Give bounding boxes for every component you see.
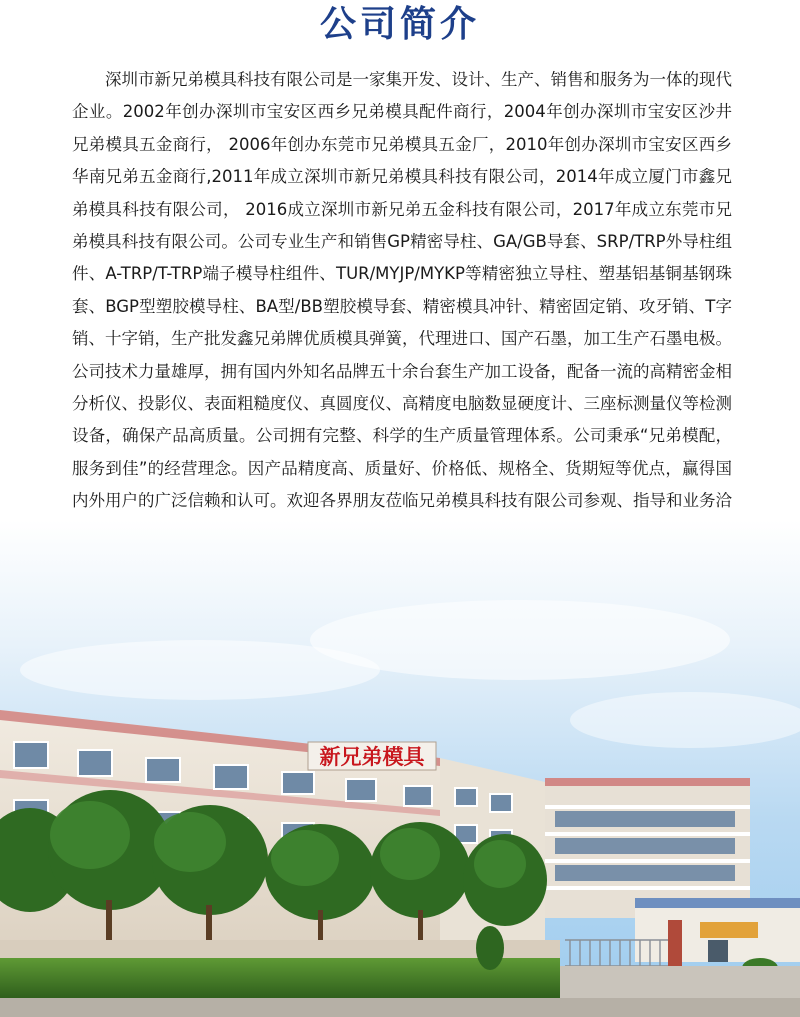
factory-photo — [0, 520, 800, 1017]
building-sign: 新兄弟模具 — [319, 744, 425, 769]
page-title: 公司简介 — [319, 4, 480, 45]
company-intro-text: 深圳市新兄弟模具科技有限公司是一家集开发、设计、生产、销售和服务为一体的现代企业。2002年创办深圳市宝安区西乡兄弟模具配件商行，2004年创办深圳市宝安区沙井兄弟模具五金商行， 2006年创办东莞市兄弟模具五金厂，2010年创办深圳市宝安区西乡华南兄弟五金商行,2011年成立深圳市新兄弟模具科技有限公司，2014年成立厦门市鑫兄弟模具科技有限公司， 2016成立深圳市新兄弟五金科技有限公司，2017年成立东莞市兄弟模具科技有限公司。公司专业生产和销售GP精密导柱、GA/GB导套、SRP/TRP外导柱组件、A-TRP/T-TRP端子模导柱组件、TUR/MYJP/MYKP等精密独立导柱、塑基铝基铜基钢珠套、BGP型塑胶模导柱、BA型/BB塑胶模导套、精密模具冲针、精密固定销、攻牙销、T字销、十字销，生产批发鑫兄弟牌优质模具弹簧，代理进口、国产石墨，加工生产石墨电极。公司技术力量雄厚，拥有国内外知名品牌五十余台套生产加工设备，配备一流的高精密金相分析仪、投影仪、表面粗糙度仪、真圆度仪、高精度电脑数显硬度计、三座标测量仪等检测设备，确保产品高质量。公司拥有完整、科学的生产质量管理体系。公司秉承“兄弟模配，服务到佳”的经营理念。因产品精度高、质量好、价格低、规格全、货期短等优点，赢得国内外用户的广泛信赖和认可。欢迎各界朋友莅临兄弟模具科技有限公司参观、指导和业务洽 — [72, 70, 732, 511]
